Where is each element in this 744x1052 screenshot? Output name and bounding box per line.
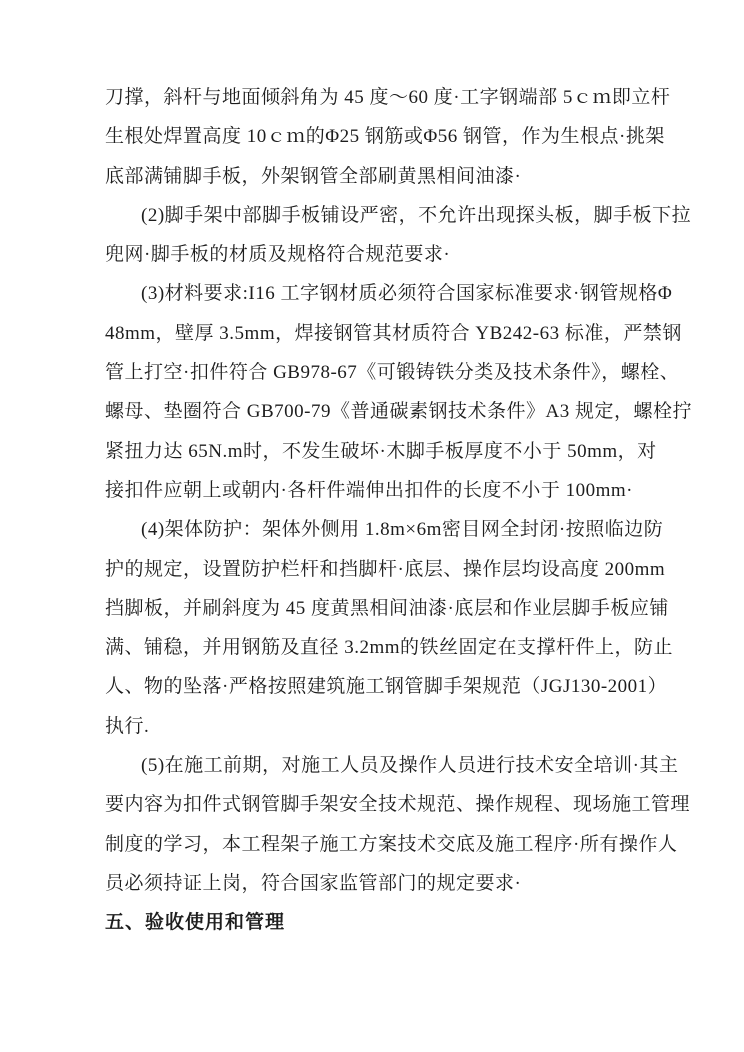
document-line: 满、铺稳，并用钢筋及直径 3.2mm的铁丝固定在支撑杆件上，防止 [105,637,674,659]
document-line: 紧扭力达 65N.m时，不发生破坏·木脚手板厚度不小于 50mm，对 [105,440,657,462]
document-line: 制度的学习，本工程架子施工方案技术交底及施工程序·所有操作人 [105,833,678,855]
document-line: 兜网·脚手板的材质及规格符合规范要求· [105,244,451,266]
document-line: 48mm，壁厚 3.5mm，焊接钢管其材质符合 YB242-63 标准，严禁钢 [105,322,682,344]
document-line: (4)架体防护：架体外侧用 1.8m×6m密目网全封闭·按照临边防 [141,519,664,541]
document-line: 人、物的坠落·严格按照建筑施工钢管脚手架规范（JGJ130-2001） [105,676,668,698]
document-body [105,78,692,943]
document-line: 底部满铺脚手板，外架钢管全部刷黄黑相间油漆· [105,165,522,187]
document-line: (3)材料要求:I16 工字钢材质必须符合国家标准要求·钢管规格Φ [141,283,673,305]
document-line: 刀撑，斜杆与地面倾斜角为 45 度～60 度·工字钢端部 5ｃｍ即立杆 [105,87,671,108]
document-line: 管上打空·扣件符合 GB978-67《可锻铸铁分类及技术条件》，螺栓、 [105,362,680,384]
document-line: 螺母、垫圈符合 GB700-79《普通碳素钢技术条件》A3 规定，螺栓拧 [105,401,692,423]
document-line: 员必须持证上岗，符合国家监管部门的规定要求· [105,872,522,894]
document-line: 执行. [105,715,150,737]
document-line: 生根处焊置高度 10ｃｍ的Φ25 钢筋或Φ56 钢管，作为生根点·挑架 [105,126,665,148]
document-line: 挡脚板，并刷斜度为 45 度黄黑相间油漆·底层和作业层脚手板应铺 [105,597,669,619]
document-line: (5)在施工前期，对施工人员及操作人员进行技术安全培训·其主 [141,755,679,777]
document-line: (2)脚手架中部脚手板铺设严密，不允许出现探头板，脚手板下拉 [141,204,692,226]
document-line: 护的规定，设置防护栏杆和挡脚杆·底层、操作层均设高度 200mm [105,558,666,580]
document-line: 要内容为扣件式钢管脚手架安全技术规范、操作规程、现场施工管理 [105,794,691,816]
document-line: 接扣件应朝上或朝内·各杆件端伸出扣件的长度不小于 100mm· [105,479,633,501]
section-heading: 五、验收使用和管理 [105,912,286,934]
